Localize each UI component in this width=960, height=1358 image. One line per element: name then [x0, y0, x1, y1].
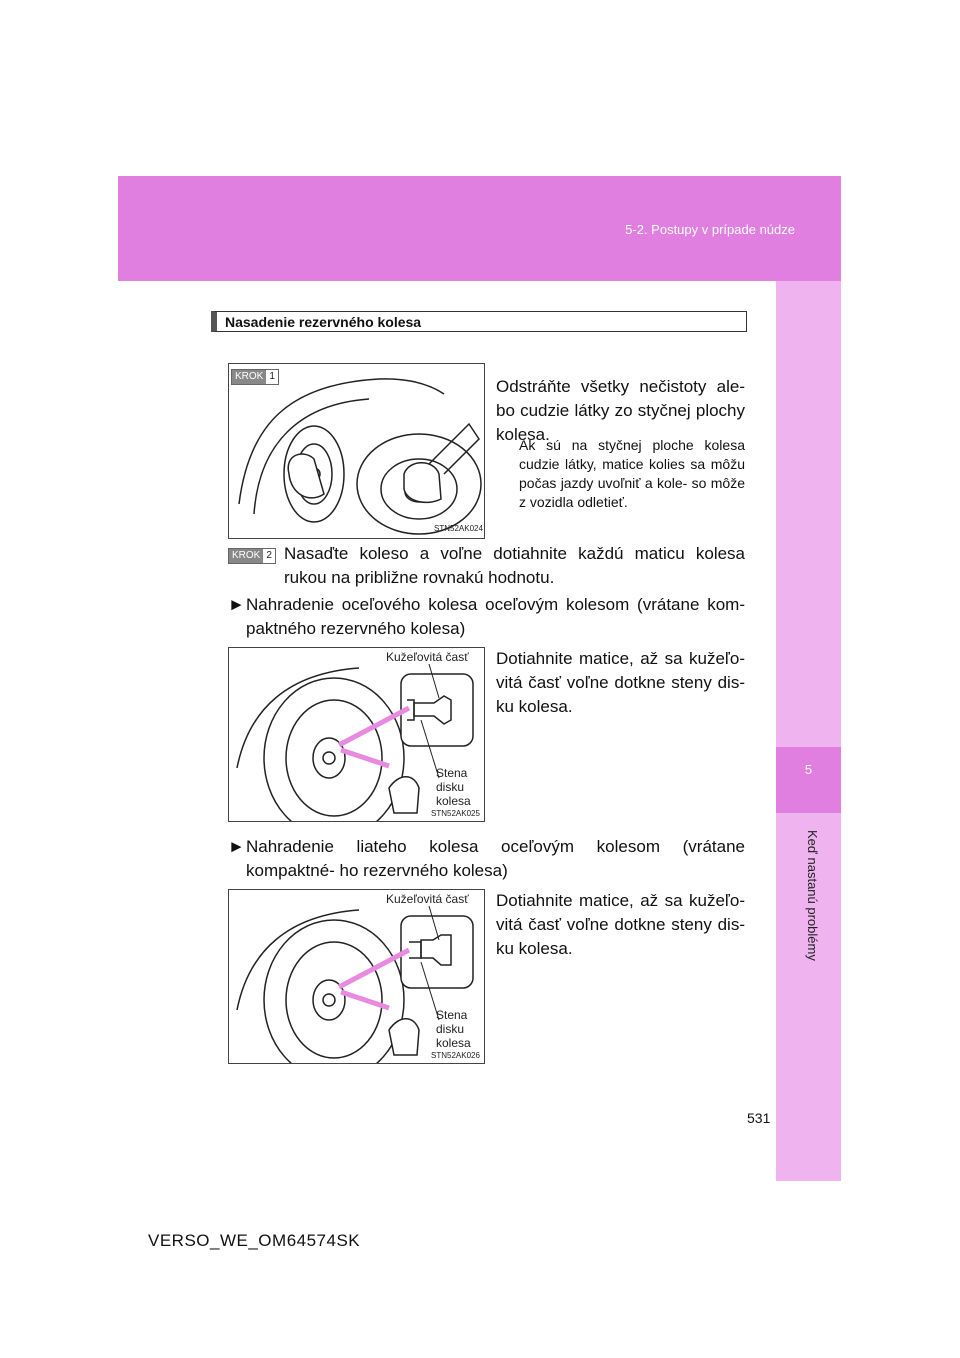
bullet-arrow: ► [228, 595, 245, 614]
footer-model-code: VERSO_WE_OM64574SK [148, 1231, 361, 1250]
figure-code: STN52AK024 [434, 524, 483, 533]
step1-instruction: Odstráňte všetky nečistoty ale- bo cudzie látky zo styčnej plochy kolesa. [496, 377, 745, 444]
header-section-title: 5-2. Postupy v prípade núdze [625, 222, 795, 237]
label-wall-line3: kolesa [436, 1036, 471, 1050]
page-number: 531 [747, 1110, 771, 1126]
chapter-number-box [776, 747, 841, 813]
step2-badge [228, 548, 276, 564]
label-wall-line2: disku [436, 1022, 465, 1036]
chapter-title: Keď nastanú problémy [805, 830, 820, 961]
step1-badge [231, 369, 279, 385]
cleaning-wheel-illustration [229, 364, 484, 538]
figure-code: STN52AK025 [431, 809, 480, 818]
alloy-instruction: Dotiahnite matice, až sa kužeľo- vitá časť voľne dotkne steny dis- ku kolesa. [496, 891, 745, 958]
figure-step1-cleaning [228, 363, 485, 539]
figure-code: STN52AK026 [431, 1051, 480, 1060]
chapter-side-strip [776, 281, 841, 1181]
figure-alloy-wheel [228, 889, 485, 1064]
label-tapered-part: Kužeľovitá časť [386, 650, 469, 664]
step-badge-number: 2 [263, 549, 275, 563]
alloy-title: Nahradenie liateho kolesa oceľovým kolesom (vrátane kompaktné- ho rezervného kolesa) [246, 837, 745, 880]
step-badge-number: 1 [266, 370, 278, 384]
step1-note: Ak sú na styčnej ploche kolesa cudzie látky, matice kolies sa môžu počas jazdy uvoľniť a kole- so môže z vozidla odletieť. [519, 437, 745, 510]
label-tapered-part: Kužeľovitá časť [386, 892, 469, 906]
label-wall-line1: Stena [436, 1008, 468, 1022]
step-badge-label: KROK [229, 549, 263, 563]
label-wall-line2: disku [436, 780, 465, 794]
figure-steel-wheel [228, 647, 485, 822]
step2-instruction: Nasaďte koleso a voľne dotiahnite každú maticu kolesa rukou na približne rovnakú hodnotu. [284, 544, 745, 587]
label-wall-line1: Stena [436, 766, 468, 780]
chapter-number: 5 [804, 762, 813, 777]
bullet-arrow: ► [228, 837, 245, 856]
section-heading: Nasadenie rezervného kolesa [211, 311, 747, 332]
steel-instruction: Dotiahnite matice, až sa kužeľo- vitá časť voľne dotkne steny dis- ku kolesa. [496, 649, 745, 716]
steel-title: Nahradenie oceľového kolesa oceľovým kolesom (vrátane kom- paktného rezervného kolesa) [246, 595, 745, 638]
label-wall-line3: kolesa [436, 794, 471, 808]
step-badge-label: KROK [232, 370, 266, 384]
